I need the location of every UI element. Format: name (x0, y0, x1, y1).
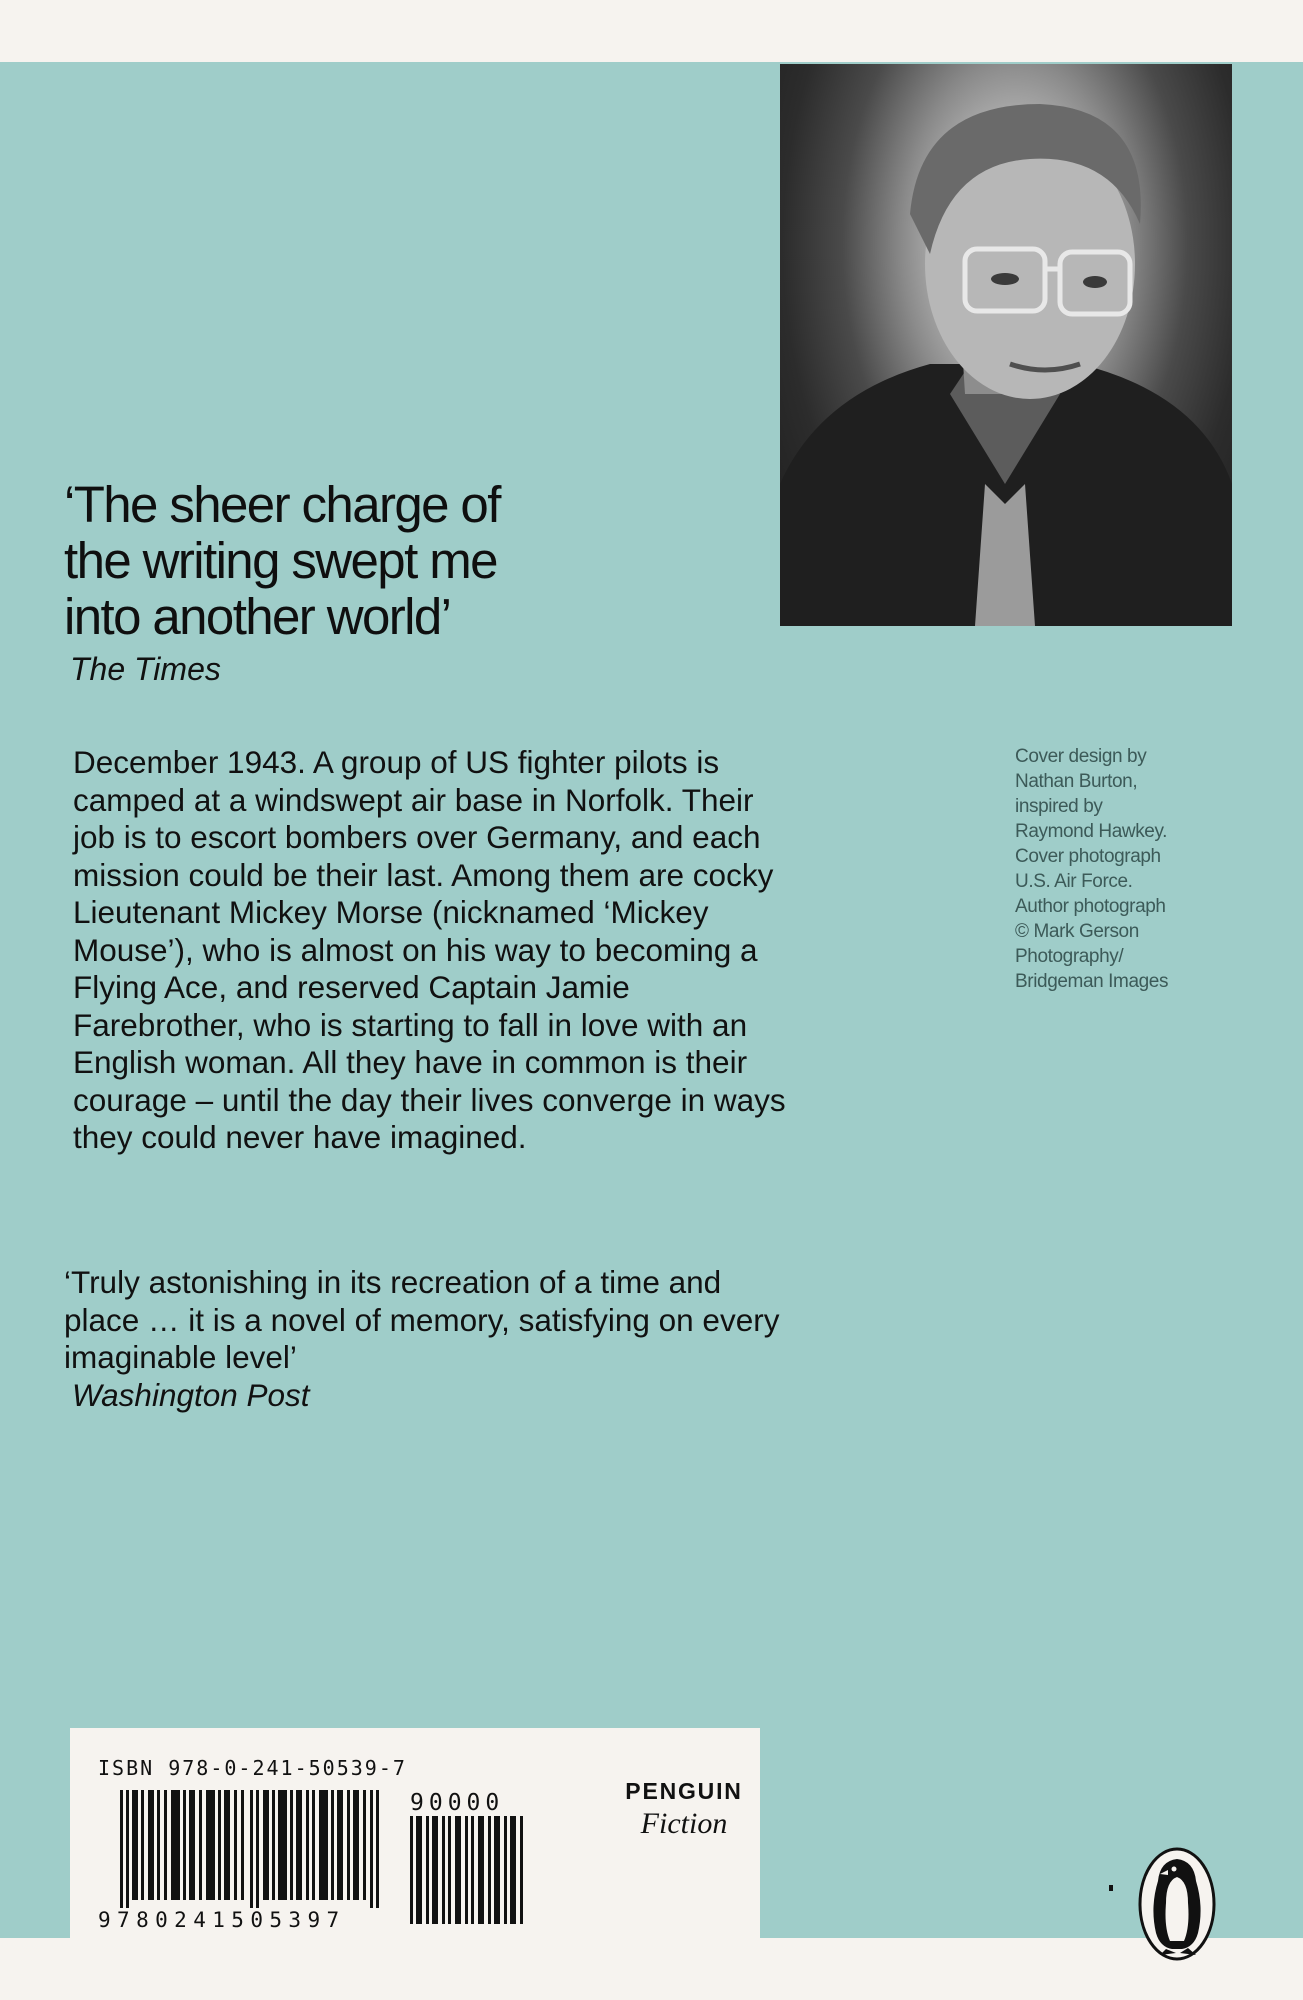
review-quote-text: ‘Truly astonishing in its recreation of a time and place … it is a novel of memory, satisfying on every imaginable level’ (64, 1264, 780, 1375)
addon-digits: 90000 (410, 1790, 505, 1816)
credit-line: © Mark Gerson (1015, 921, 1139, 942)
penguin-logo-icon (1138, 1847, 1216, 1962)
publisher-imprint: Fiction (640, 1807, 728, 1840)
barcode-panel (70, 1728, 760, 1938)
publisher-mark (618, 1778, 750, 1841)
credit-line: Photography/ (1015, 946, 1124, 967)
back-cover (0, 62, 1303, 1938)
headline-quote (64, 477, 624, 645)
headline-quote-line: the writing swept me (64, 532, 497, 589)
review-quote-source: Washington Post (72, 1376, 310, 1413)
author-portrait-illustration (780, 64, 1232, 626)
headline-quote-line: into another world’ (64, 588, 451, 645)
cover-credits (1015, 744, 1245, 994)
credit-line: inspired by (1015, 796, 1103, 817)
headline-quote-source: The Times (70, 651, 221, 687)
credit-line: Raymond Hawkey. (1015, 821, 1168, 842)
credit-line: Author photograph (1015, 896, 1166, 917)
ean-digits: 9780241505397 (98, 1908, 346, 1932)
publisher-name: PENGUIN (625, 1778, 743, 1804)
credit-line: U.S. Air Force. (1015, 871, 1133, 892)
credit-line: Nathan Burton, (1015, 771, 1138, 792)
author-photo (780, 64, 1232, 626)
credit-line: Bridgeman Images (1015, 971, 1169, 992)
isbn-label: ISBN 978-0-241-50539-7 (98, 1756, 407, 1780)
barcode-icon (120, 1790, 390, 1908)
addon-barcode-icon (410, 1816, 526, 1924)
decorative-mark (1109, 1885, 1113, 1891)
credit-line: Cover design by (1015, 746, 1147, 767)
headline-quote-line: ‘The sheer charge of (64, 476, 500, 533)
review-quote (64, 1264, 784, 1414)
book-blurb: December 1943. A group of US fighter pilots is camped at a windswept air base in Norfolk. Their job is to escort bombers over Germany, and each mission could be their last. Among them are cocky Lieutenant Mickey Morse (nicknamed ‘Mickey Mouse’), who is almost on his way to becoming a Flying Ace, and reserved Captain Jamie Farebrother, who is starting to fall in love with an English woman. All they have in common is their courage – until the day their lives converge in ways they could never have imagined. (73, 744, 786, 1155)
credit-line: Cover photograph (1015, 846, 1161, 867)
